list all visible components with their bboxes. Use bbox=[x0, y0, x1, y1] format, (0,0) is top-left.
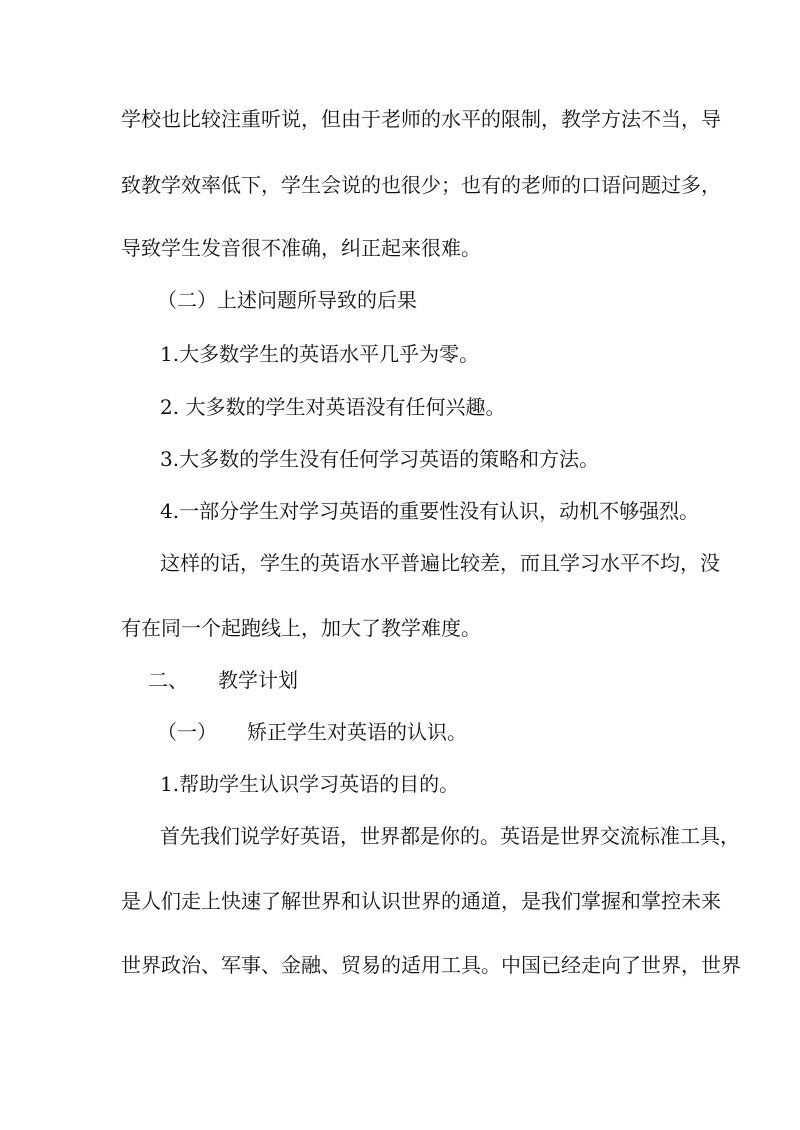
paragraph-line: 导致学生发音很不准确，纠正起来很难。 bbox=[121, 236, 481, 260]
paragraph-line: 是人们走上快速了解世界和认识世界的通道，是我们掌握和掌控未来 bbox=[121, 889, 721, 913]
list-item: 1.帮助学生认识学习英语的目的。 bbox=[160, 772, 460, 796]
paragraph-line: 这样的话，学生的英语水平普遍比较差，而且学习水平不均，没 bbox=[160, 551, 720, 575]
subsection-heading bbox=[157, 719, 467, 745]
paragraph-line: 世界政治、军事、金融、贸易的适用工具。中国已经走向了世界，世界 bbox=[121, 953, 741, 977]
paragraph-line: 有在同一个起跑线上，加大了教学难度。 bbox=[121, 616, 481, 640]
section-heading bbox=[148, 667, 298, 693]
heading-text: 教学计划 bbox=[218, 668, 298, 692]
list-item: 4.一部分学生对学习英语的重要性没有认识，动机不够强烈。 bbox=[160, 499, 700, 523]
list-item: 3.大多数的学生没有任何学习英语的策略和方法。 bbox=[160, 447, 600, 471]
paragraph-line: 学校也比较注重听说，但由于老师的水平的限制，教学方法不当，导 bbox=[121, 107, 721, 131]
list-item: 2. 大多数的学生对英语没有任何兴趣。 bbox=[160, 395, 506, 419]
list-item: 1.大多数学生的英语水平几乎为零。 bbox=[160, 342, 480, 366]
paragraph-line: 致教学效率低下，学生会说的也很少；也有的老师的口语问题过多， bbox=[121, 173, 721, 197]
heading-text: 矫正学生对英语的认识。 bbox=[247, 720, 467, 744]
section-heading: （二）上述问题所导致的后果 bbox=[157, 288, 417, 312]
heading-number: （一） bbox=[157, 720, 217, 744]
paragraph-line: 首先我们说学好英语，世界都是你的。英语是世界交流标准工具， bbox=[160, 824, 740, 848]
heading-number: 二、 bbox=[148, 668, 188, 692]
